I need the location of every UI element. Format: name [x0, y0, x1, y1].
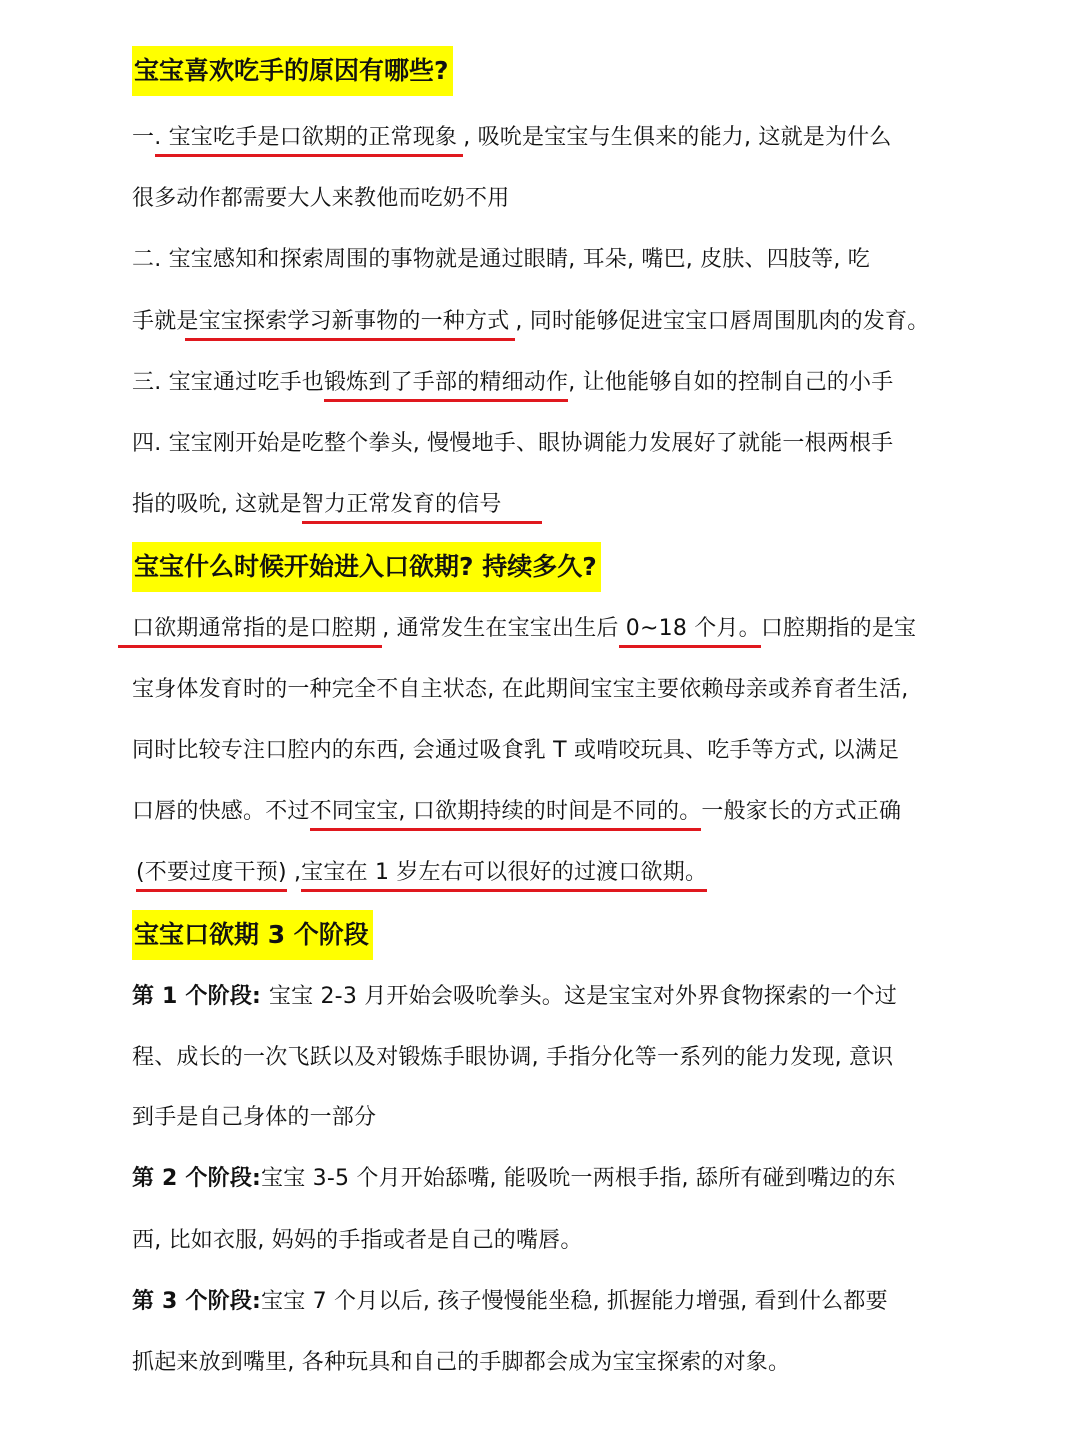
stage1-line3: 到手是自己身体的一部分 — [132, 1105, 377, 1130]
section3-heading: 宝宝口欲期 3 个阶段 — [132, 910, 373, 960]
s2-rest-1: 口腔期指的是宝 — [760, 616, 917, 641]
p1-underlined: 宝宝吃手是口欲期的正常现象 — [155, 125, 464, 157]
p2-prefix: 手就是 — [132, 309, 199, 334]
s2-mid-1: , 通常发生在宝宝出生后 — [382, 616, 619, 641]
stage2-label: 第 2 个阶段: — [132, 1166, 262, 1191]
s2-prefix-4: 口唇的快感。不过 — [132, 799, 310, 824]
p3-prefix: 三. 宝宝通过吃手也 — [132, 370, 324, 395]
stage3-line1 — [132, 1286, 888, 1318]
p3-rest: , 让他能够自如的控制自己的小手 — [568, 370, 894, 395]
stage3-label: 第 3 个阶段: — [132, 1289, 262, 1314]
stage1-line2: 程、成长的一次飞跃以及对锻炼手眼协调, 手指分化等一系列的能力发现, 意识 — [132, 1045, 894, 1070]
s2-underlined-2: 0~18 个月。 — [619, 616, 761, 648]
s2-rest-4: 一般家长的方式正确 — [701, 799, 902, 824]
s2-mid-5: , — [286, 860, 302, 885]
stage3-text-1: 宝宝 7 个月以后, 孩子慢慢能坐稳, 抓握能力增强, 看到什么都要 — [261, 1289, 888, 1314]
stage1-line1 — [132, 981, 897, 1013]
p4-underlined: 智力正常发育的信号 — [302, 492, 542, 524]
p1-rest: , 吸吮是宝宝与生俱来的能力, 这就是为什么 — [463, 125, 892, 150]
section1-p1-line1 — [132, 122, 892, 154]
p2-underlined: 宝宝探索学习新事物的一种方式 — [185, 309, 516, 341]
stage1-label: 第 1 个阶段: — [132, 984, 269, 1009]
stage2-text-1: 宝宝 3-5 个月开始舔嘴, 能吸吮一两根手指, 舔所有碰到嘴边的东 — [261, 1166, 896, 1191]
stage3-line2: 抓起来放到嘴里, 各种玩具和自己的手脚都会成为宝宝探索的对象。 — [132, 1350, 791, 1375]
p2-rest: , 同时能够促进宝宝口唇周围肌肉的发育。 — [515, 309, 930, 334]
p4-prefix: 指的吸吮, 这就是 — [132, 492, 302, 517]
stage2-line2: 西, 比如衣服, 妈妈的手指或者是自己的嘴唇。 — [132, 1228, 583, 1253]
stage1-text-1: 宝宝 2-3 月开始会吸吮拳头。这是宝宝对外界食物探索的一个过 — [268, 984, 898, 1009]
section1-p2-line2 — [132, 306, 929, 338]
section2-heading: 宝宝什么时候开始进入口欲期? 持续多久? — [132, 542, 601, 592]
section2-line4 — [132, 796, 901, 828]
p3-underlined: 锻炼到了手部的精细动作 — [324, 370, 568, 402]
s2-underlined-5a: (不要过度干预) — [136, 860, 287, 892]
section2-line5 — [136, 857, 707, 889]
s2-underlined-1: 口欲期通常指的是口腔期 — [118, 616, 382, 648]
s2-underlined-5b: 宝宝在 1 岁左右可以很好的过渡口欲期。 — [301, 860, 707, 892]
stage2-line1 — [132, 1163, 896, 1195]
section2-line2: 宝身体发育时的一种完全不自主状态, 在此期间宝宝主要依赖母亲或养育者生活, — [132, 677, 909, 702]
section2-line1 — [132, 613, 916, 645]
section2-line3: 同时比较专注口腔内的东西, 会通过吸食乳 T 或啃咬玩具、吃手等方式, 以满足 — [132, 738, 900, 763]
section1-heading: 宝宝喜欢吃手的原因有哪些? — [132, 46, 453, 96]
section1-p4-line2 — [132, 489, 542, 521]
s2-underlined-4: 不同宝宝, 口欲期持续的时间是不同的。 — [310, 799, 702, 831]
section1-p1-line2: 很多动作都需要大人来教他而吃奶不用 — [132, 186, 510, 211]
section1-p3-line — [132, 367, 893, 399]
section1-p4-line1: 四. 宝宝刚开始是吃整个拳头, 慢慢地手、眼协调能力发展好了就能一根两根手 — [132, 431, 894, 456]
section1-p2-line1: 二. 宝宝感知和探索周围的事物就是通过眼睛, 耳朵, 嘴巴, 皮肤、四肢等, 吃 — [132, 247, 870, 272]
p1-prefix: 一. — [132, 125, 169, 150]
